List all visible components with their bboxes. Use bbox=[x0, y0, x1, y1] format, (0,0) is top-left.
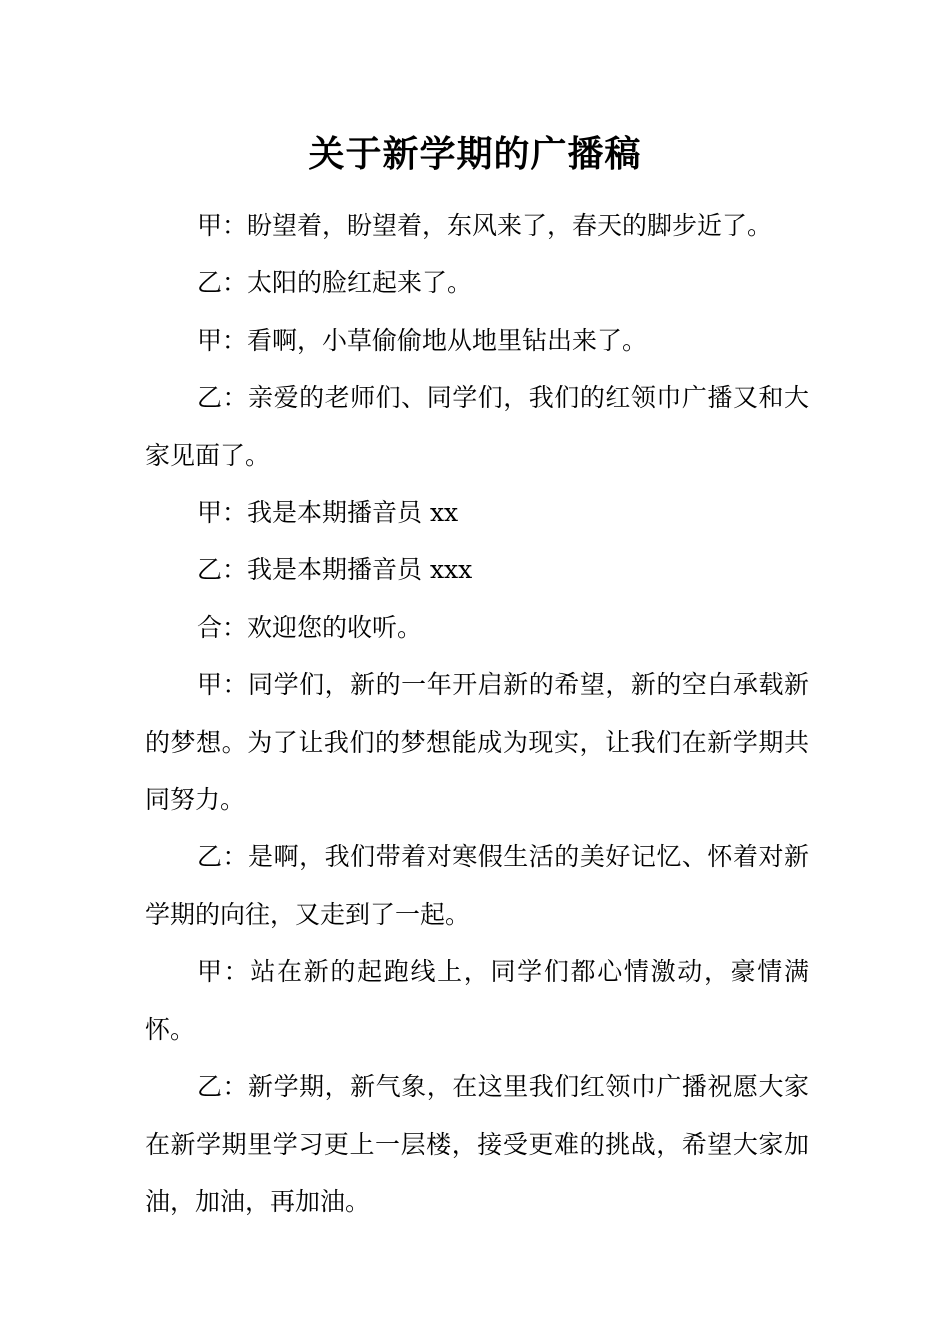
paragraph: 乙：是啊，我们带着对寒假生活的美好记忆、怀着对新学期的向往，又走到了一起。 bbox=[145, 842, 809, 929]
paragraph: 乙：亲爱的老师们、同学们，我们的红领巾广播又和大家见面了。 bbox=[145, 383, 809, 470]
paragraph: 甲：看啊，小草偷偷地从地里钻出来了。 bbox=[197, 325, 648, 355]
paragraph: 甲：我是本期播音员 xx bbox=[197, 498, 459, 528]
paragraph: 甲：站在新的起跑线上，同学们都心情激动，豪情满怀。 bbox=[145, 957, 809, 1044]
paragraph: 乙：我是本期播音员 xxx bbox=[197, 555, 473, 585]
document-title: 关于新学期的广播稿 bbox=[308, 133, 642, 175]
paragraph: 乙：新学期，新气象，在这里我们红领巾广播祝愿大家在新学期里学习更上一层楼，接受更难的挑战，希望大家加油，加油，再加油。 bbox=[145, 1072, 809, 1216]
paragraph: 乙：太阳的脸红起来了。 bbox=[197, 268, 473, 298]
paragraph: 甲：同学们，新的一年开启新的希望，新的空白承载新的梦想。为了让我们的梦想能成为现实，让我们在新学期共同努力。 bbox=[145, 670, 809, 815]
paragraph: 合：欢迎您的收听。 bbox=[197, 612, 423, 642]
document-body bbox=[145, 197, 809, 1230]
paragraph: 甲：盼望着，盼望着，东风来了，春天的脚步近了。 bbox=[197, 211, 773, 240]
